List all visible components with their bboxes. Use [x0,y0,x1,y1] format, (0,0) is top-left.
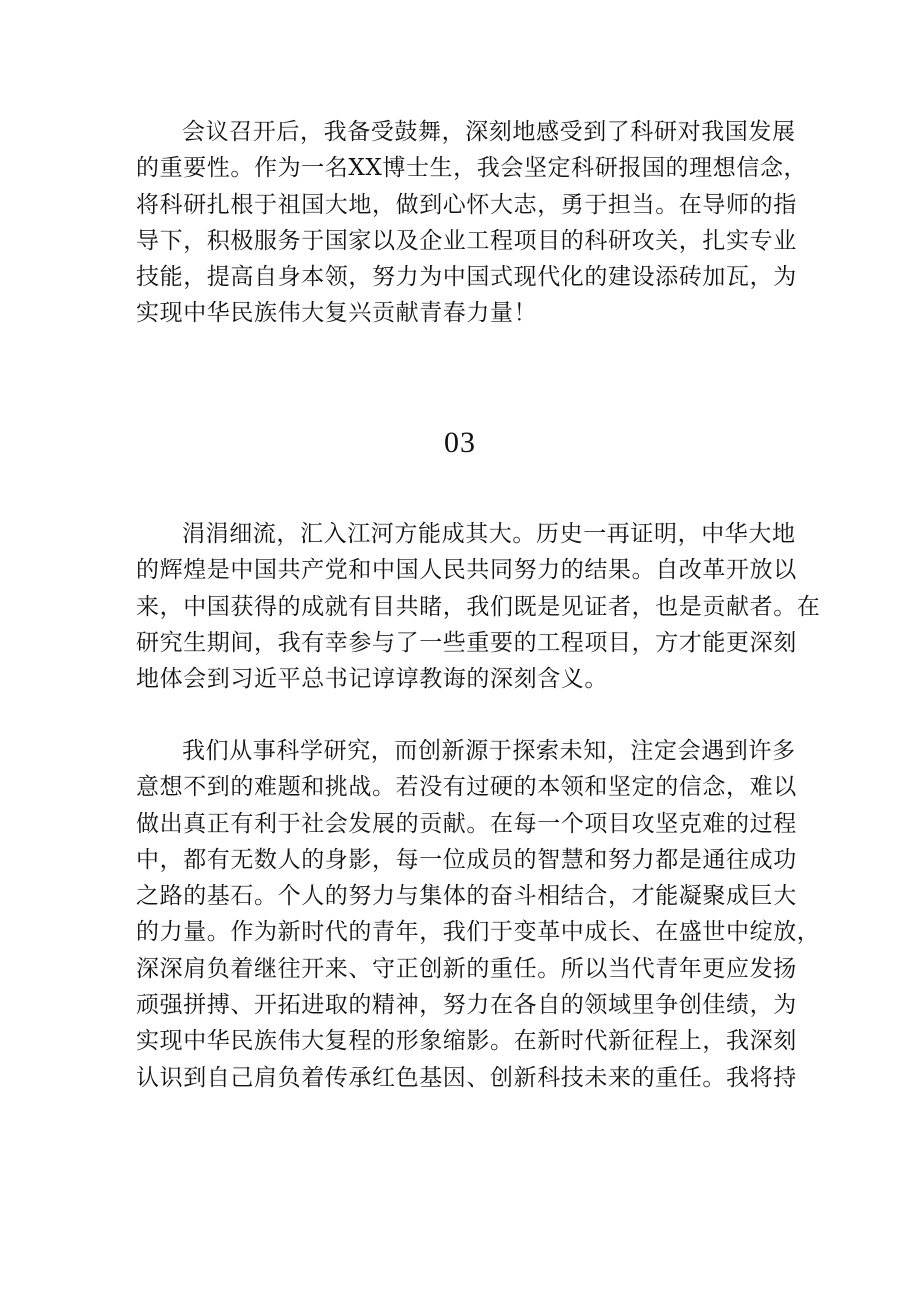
text-line: 技能，提高自身本领，努力为中国式现代化的建设添砖加瓦，为 [136,264,797,291]
text-line: 会议召开后，我备受鼓舞，深刻地感受到了科研对我国发展 [182,119,796,145]
paragraph-3-text [136,733,821,1096]
text-line: 将科研扎根于祖国大地，做到心怀大志，勇于担当。在导师的指 [136,191,797,218]
text-line: 做出真正有利于社会发展的贡献。在每一个项目攻坚克难的过程 [136,810,797,837]
text-line: 中，都有无数人的身影，每一位成员的智慧和努力都是通往成功 [136,846,797,873]
text-line: 顽强拼搏、开拓进取的精神，努力在各自的领域里争创佳绩，为 [136,992,797,1019]
text-line: 研究生期间，我有幸参与了一些重要的工程项目，方才能更深刻 [136,629,797,656]
text-line: 地体会到习近平总书记谆谆教诲的深刻含义。 [136,666,608,693]
text-line: 深深肩负着继往开来、守正创新的重任。所以当代青年更应发扬 [136,955,797,982]
text-line: 的力量。作为新时代的青年，我们于变革中成长、在盛世中绽放， [136,919,821,946]
paragraph-1 [136,114,808,332]
text-line: 导下，积极服务于国家以及企业工程项目的科研攻关，扎实专业 [136,227,797,254]
paragraph-1-text [136,114,808,332]
text-line: 意想不到的难题和挑战。若没有过硬的本领和坚定的信念，难以 [136,774,797,801]
text-line: 实现中华民族伟大复程的形象缩影。在新时代新征程上，我深刻 [136,1028,797,1055]
text-line: 我们从事科学研究，而创新源于探索未知，注定会遇到许多 [182,738,796,764]
paragraph-3 [136,733,821,1096]
text-line: 的辉煌是中国共产党和中国人民共同努力的结果。自改革开放以 [136,557,797,584]
text-line: 涓涓细流，汇入江河方能成其大。历史一再证明，中华大地 [182,521,796,547]
paragraph-2-text [136,516,821,697]
paragraph-2 [136,516,821,697]
text-line: 来，中国获得的成就有目共睹，我们既是见证者，也是贡献者。在 [136,593,821,620]
text-line: 认识到自己肩负着传承红色基因、创新科技未来的重任。我将持 [136,1064,797,1091]
text-line: 之路的基石。个人的努力与集体的奋斗相结合，才能凝聚成巨大 [136,883,797,910]
section-number: 03 [444,426,476,459]
text-line: 实现中华民族伟大复兴贡献青春力量！ [136,300,538,327]
text-line: 的重要性。作为一名XX博士生，我会坚定科研报国的理想信念， [136,155,808,182]
